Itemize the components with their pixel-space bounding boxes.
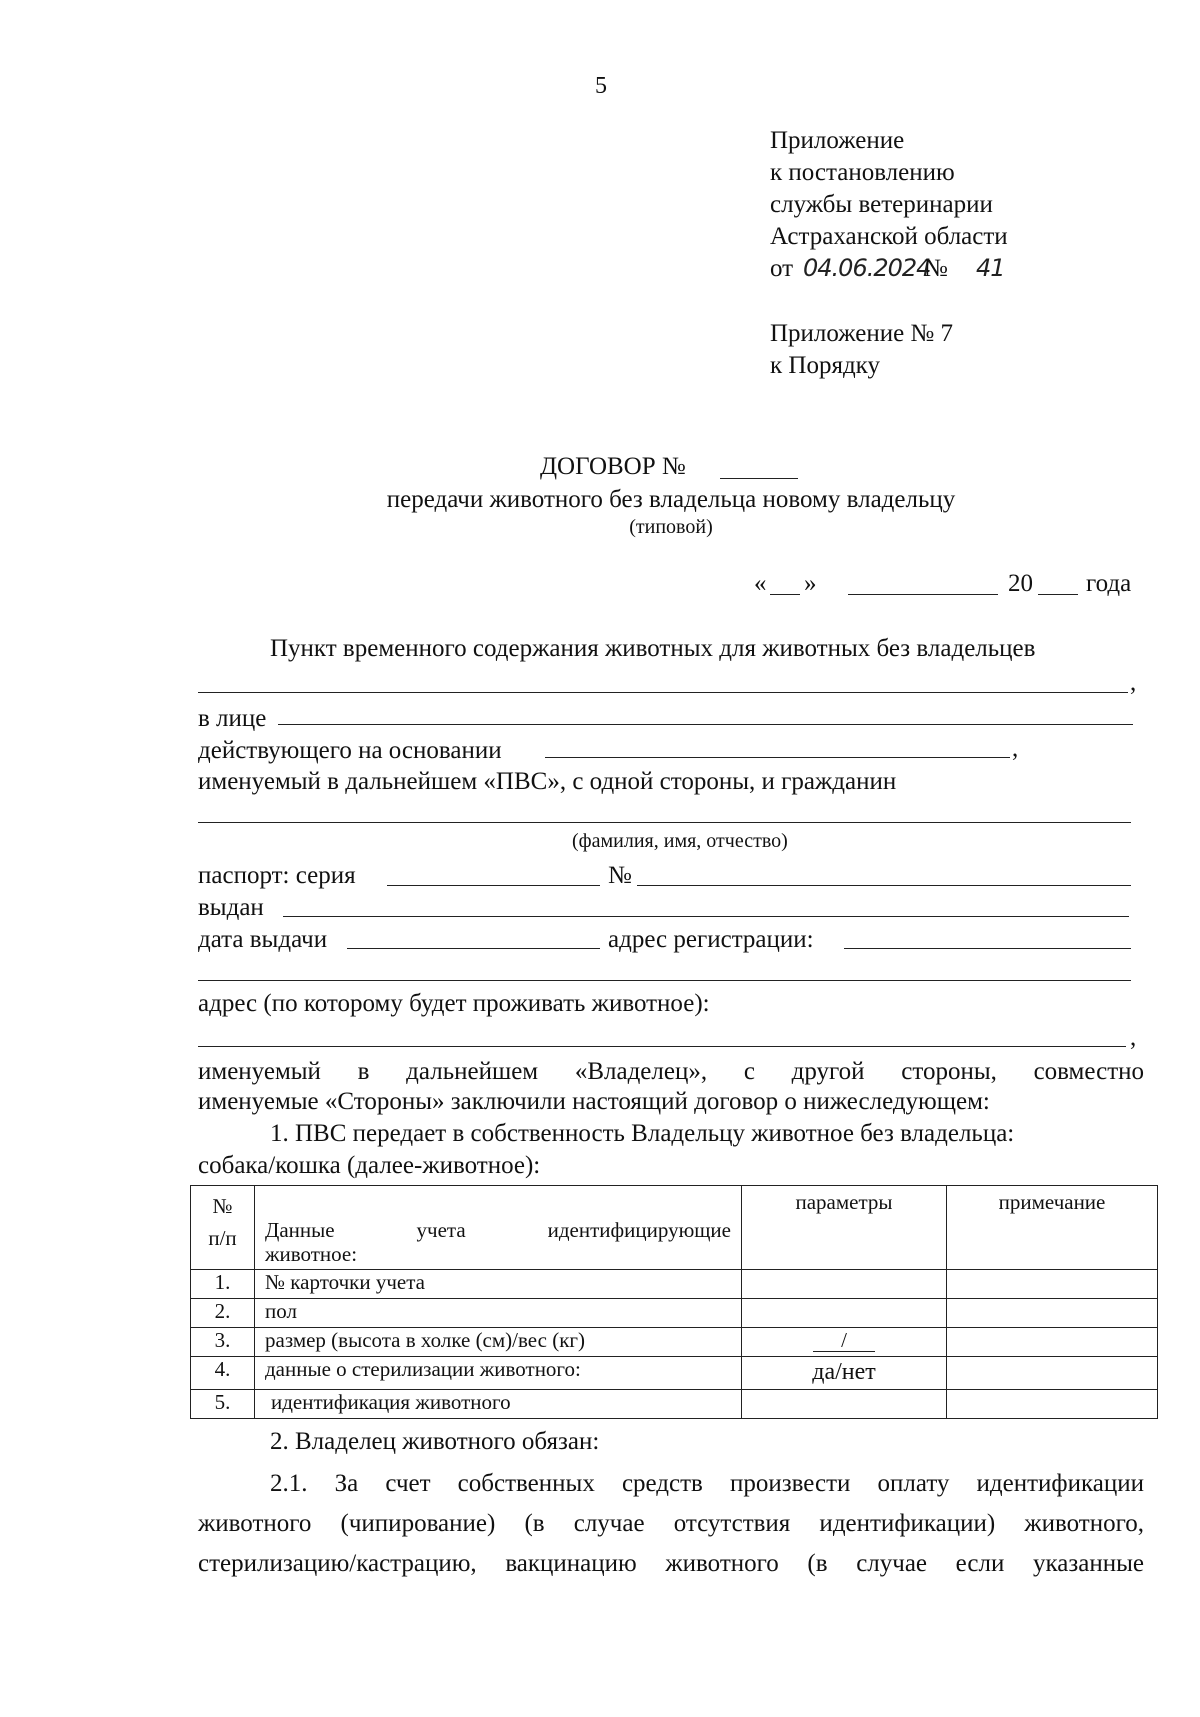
table-row	[191, 1328, 1158, 1357]
living-address-line	[198, 1046, 1126, 1047]
passport-series-label: паспорт: серия	[198, 862, 356, 889]
row-4-note	[947, 1357, 1158, 1390]
row-5-num: 5.	[191, 1390, 255, 1419]
fio-caption: (фамилия, имя, отчество)	[572, 830, 788, 852]
clause-1-animal: собака/кошка (далее-животное):	[198, 1152, 541, 1179]
acting-basis-line	[545, 757, 1010, 758]
issue-date-line	[347, 948, 600, 949]
passport-series-line	[387, 885, 600, 886]
row-2-label: пол	[255, 1299, 742, 1328]
citizen-name-line	[198, 822, 1131, 823]
living-address-label: адрес (по которому будет проживать животное):	[198, 990, 710, 1017]
parties-intro: Пункт временного содержания животных для животных без владельцев	[270, 635, 1036, 662]
parties-together: именуемые «Стороны» заключили настоящий договор о нижеследующем:	[198, 1088, 990, 1115]
row-1-note	[947, 1270, 1158, 1299]
reg-address-label: адрес регистрации:	[608, 926, 814, 953]
appendix-second-to: к Порядку	[770, 352, 880, 379]
animal-data-table	[190, 1185, 1158, 1419]
date-year-prefix: 20	[1008, 570, 1033, 597]
row-4-num: 4.	[191, 1357, 255, 1390]
table-header-row	[191, 1186, 1158, 1270]
row-1-param	[742, 1270, 947, 1299]
clause-2-line-2: животного (чипирование) (в случае отсутствия идентификации) животного,	[198, 1510, 1144, 1537]
acting-basis-comma: ,	[1012, 735, 1019, 762]
table-row	[191, 1390, 1158, 1419]
date-year-suffix: года	[1086, 570, 1132, 597]
table-row	[191, 1270, 1158, 1299]
header-num	[191, 1186, 255, 1270]
appendix-line-2: к постановлению	[770, 159, 955, 186]
appendix-date-handwritten: 04.06.2024	[803, 254, 931, 282]
reg-address-line-2	[198, 980, 1131, 981]
row-5-note	[947, 1390, 1158, 1419]
row-3-label: размер (высота в холке (см)/вес (кг)	[255, 1328, 742, 1357]
row-5-param	[742, 1390, 947, 1419]
table-row	[191, 1357, 1158, 1390]
passport-number-label: №	[608, 862, 632, 889]
header-note: примечание	[947, 1186, 1158, 1270]
clause-2-line-1: 2.1. За счет собственных средств произвести оплату идентификации	[270, 1470, 1144, 1497]
pvs-name-line	[198, 692, 1128, 693]
pvs-name-comma: ,	[1130, 669, 1137, 696]
date-close-quote: »	[804, 570, 817, 597]
header-num-line-1: №	[212, 1194, 233, 1218]
row-3-param-value: /	[813, 1329, 875, 1352]
row-3-param	[742, 1328, 947, 1357]
referred-owner: именуемый в дальнейшем «Владелец», с другой стороны, совместно	[198, 1058, 1144, 1085]
issued-by-label: выдан	[198, 894, 264, 921]
header-params: параметры	[742, 1186, 947, 1270]
row-2-param	[742, 1299, 947, 1328]
clause-2-title: 2. Владелец животного обязан:	[270, 1428, 600, 1455]
issued-by-line	[283, 916, 1129, 917]
page-number: 5	[595, 73, 607, 99]
header-data	[255, 1186, 742, 1270]
date-month-line	[848, 594, 998, 595]
row-2-note	[947, 1299, 1158, 1328]
date-year-line	[1038, 594, 1078, 595]
row-1-label: № карточки учета	[255, 1270, 742, 1299]
date-open-quote: «	[754, 570, 767, 597]
appendix-number-sign: №	[924, 255, 948, 282]
date-day-line	[770, 594, 800, 595]
reg-address-line	[844, 948, 1131, 949]
row-4-label: данные о стерилизации животного:	[255, 1357, 742, 1390]
in-person-line	[278, 724, 1133, 725]
header-data-text: Данные учета идентифицирующие животное:	[265, 1218, 731, 1266]
contract-number-line	[720, 478, 798, 479]
row-2-num: 2.	[191, 1299, 255, 1328]
contract-subtitle: передачи животного без владельца новому владельцу	[386, 486, 956, 513]
referred-pvs: именуемый в дальнейшем «ПВС», с одной стороны, и гражданин	[198, 768, 897, 795]
living-address-comma: ,	[1130, 1024, 1137, 1051]
header-num-line-2: п/п	[208, 1226, 237, 1250]
passport-number-line	[637, 885, 1131, 886]
in-person-label: в лице	[198, 705, 267, 732]
contract-title: ДОГОВОР №	[540, 453, 686, 480]
appendix-line-3: службы ветеринарии	[770, 191, 993, 218]
row-3-note	[947, 1328, 1158, 1357]
appendix-line-1: Приложение	[770, 127, 905, 154]
contract-type: (типовой)	[629, 516, 713, 538]
row-3-num: 3.	[191, 1328, 255, 1357]
appendix-date-prefix: от	[770, 255, 794, 282]
row-5-label: идентификация животного	[255, 1390, 742, 1419]
row-1-num: 1.	[191, 1270, 255, 1299]
row-4-param: да/нет	[742, 1357, 947, 1390]
appendix-second-title: Приложение № 7	[770, 320, 954, 347]
issue-date-label: дата выдачи	[198, 926, 328, 953]
appendix-line-4: Астраханской области	[770, 223, 1008, 250]
clause-2-line-3: стерилизацию/кастрацию, вакцинацию животного (в случае если указанные	[198, 1550, 1144, 1577]
acting-basis-label: действующего на основании	[198, 737, 502, 764]
clause-1-text: 1. ПВС передает в собственность Владельцу животное без владельца:	[270, 1120, 1015, 1147]
appendix-number-handwritten: 41	[976, 254, 1005, 282]
table-row	[191, 1299, 1158, 1328]
